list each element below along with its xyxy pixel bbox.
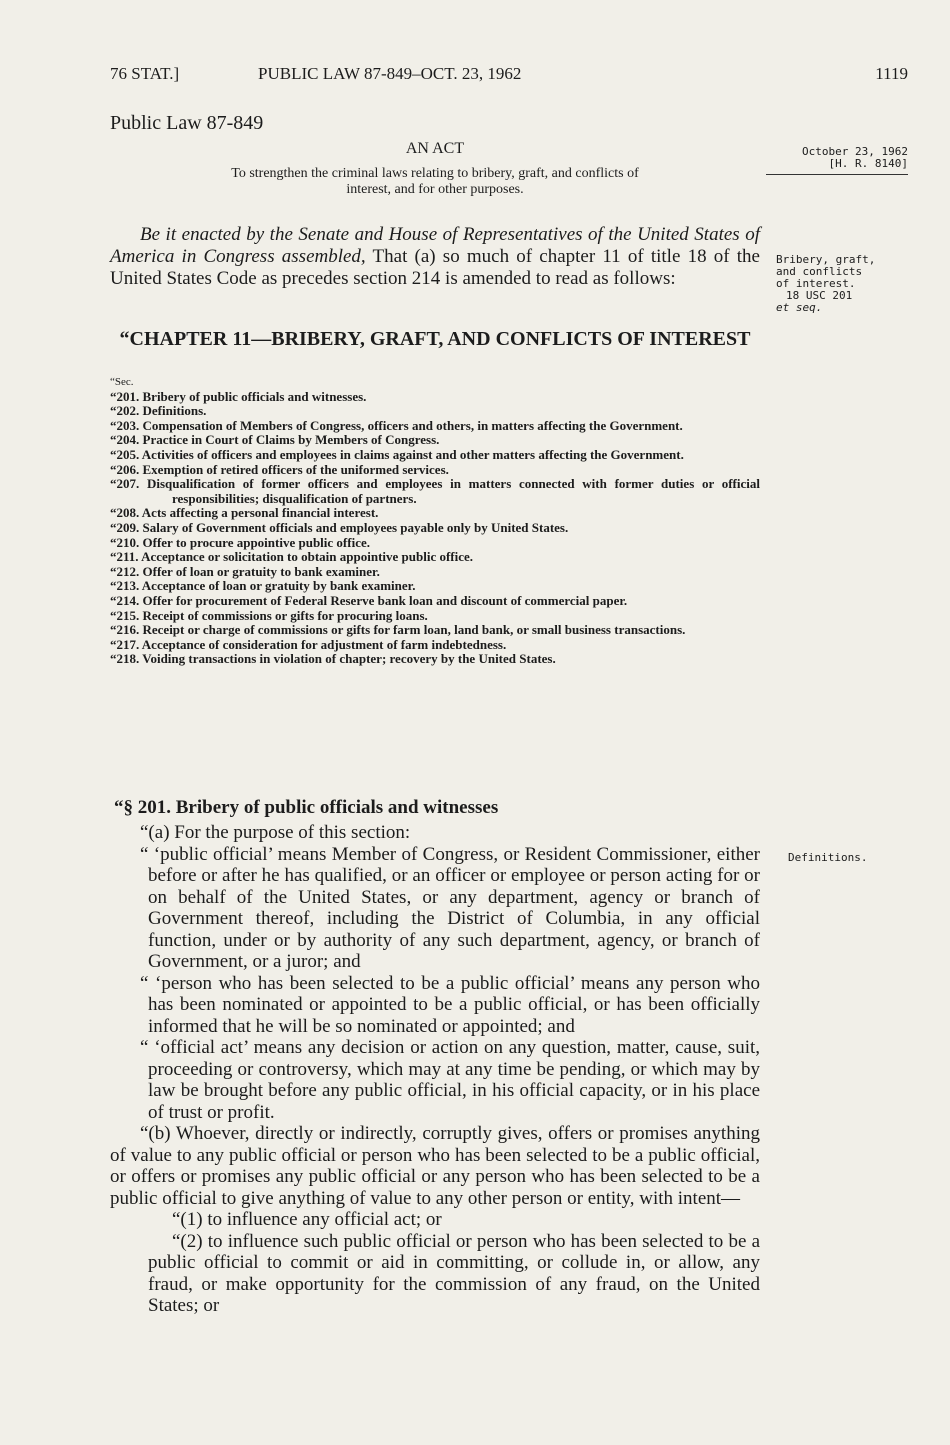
paragraph-b1: “(1) to influence any official act; or	[172, 1209, 442, 1230]
toc-sec-label: “Sec.	[110, 376, 134, 388]
running-title: PUBLIC LAW 87-849–OCT. 23, 1962	[258, 64, 522, 83]
toc-entry: “202. Definitions.	[110, 403, 207, 419]
statute-volume: 76 STAT.]	[110, 64, 180, 83]
toc-entry: “210. Offer to procure appointive public office.	[110, 534, 370, 550]
an-act-heading: AN ACT	[405, 140, 465, 157]
toc-entry: “216. Receipt or charge of commissions or gifts for farm loan, land bank, or small business transactions.	[110, 622, 686, 638]
section-201-heading: “§ 201. Bribery of public officials and witnesses	[114, 797, 499, 818]
page-number: 1119	[875, 64, 908, 83]
margin-citation: 18 USC 201	[786, 289, 853, 302]
margin-line: of interest.	[776, 277, 856, 290]
enacting-formula: Be it enacted by the Senate and House of Representatives of the United States of America in Congress assembled,	[110, 224, 760, 267]
toc-entry: “209. Salary of Government officials and employees payable only by United States.	[110, 519, 569, 535]
paragraph-b2: “(2) to influence such public official or person who has been selected to be a public official to commit or aid in committing, or collude in, or allow, any fraud, or make opportunity for the commission of any fraud, on the United States; or	[148, 1230, 760, 1316]
toc-entry: “206. Exemption of retired officers of the uniformed services.	[110, 461, 449, 477]
toc-entry: “207. Disqualification of former officers and employees in matters connected with former duties or official responsibilities; disqualification of partners.	[110, 476, 760, 506]
margin-rule	[766, 174, 908, 175]
subsection-a-intro: “(a) For the purpose of this section:	[140, 822, 411, 843]
margin-line: and conflicts	[776, 265, 863, 278]
toc-entry: “203. Compensation of Members of Congress, officers and others, in matters affecting the Government.	[110, 417, 683, 433]
toc-entry: “212. Offer of loan or gratuity to bank examiner.	[110, 563, 380, 579]
act-purpose-line-2: interest, and for other purposes.	[346, 182, 524, 197]
margin-note-definitions: Definitions.	[788, 851, 868, 864]
act-purpose	[110, 166, 760, 198]
toc-entry: “201. Bribery of public officials and witnesses.	[110, 388, 367, 404]
toc-entry: “218. Voiding transactions in violation of chapter; recovery by the United States.	[110, 651, 556, 667]
definition-official-act: “ ‘official act’ means any decision or action on any question, matter, cause, suit, proceeding or controversy, which may at any time be pending, or which may by law be brought before any public official, in his official capacity, or in his place of trust or profit.	[140, 1037, 760, 1123]
definition-public-official: “ ‘public official’ means Member of Congress, or Resident Commissioner, either before or after he has qualified, or an officer or employee or person acting for or on behalf of the United States, or any department, agency or branch of Government thereof, including the District of Columbia, in any official function, under or by authority of any such department, agency, or branch of Government, or a juror; and	[140, 843, 760, 972]
toc-entry: “213. Acceptance of loan or gratuity by bank examiner.	[110, 578, 416, 594]
enacting-text: That (a) so much of chapter 11 of title 18 of the United States Code as precedes section 214 is amended to read as follows:	[110, 246, 760, 289]
enactment-date: October 23, 1962	[802, 145, 908, 158]
toc-entry: “204. Practice in Court of Claims by Members of Congress.	[110, 432, 440, 448]
law-title: Public Law 87-849	[110, 112, 264, 134]
chapter-heading: “CHAPTER 11—BRIBERY, GRAFT, AND CONFLICTS OF INTEREST	[119, 328, 751, 350]
section-201-body	[110, 822, 760, 1317]
table-of-sections	[110, 375, 760, 667]
bill-number: [H. R. 8140]	[828, 157, 908, 170]
margin-citation-etseq: et seq.	[776, 301, 823, 314]
subsection-b: “(b) Whoever, directly or indirectly, corruptly gives, offers or promises anything of value to any public official or person who has been selected to be a public official, or offers or promises any public official or any person who has been selected to be a public official to give anything of value to any other person or entity, with intent—	[110, 1123, 760, 1209]
toc-entry: “205. Activities of officers and employees in claims against and other matters affecting the Government.	[110, 446, 684, 462]
toc-entry: “214. Offer for procurement of Federal Reserve bank loan and discount of commercial paper.	[110, 592, 628, 608]
running-head	[110, 64, 910, 88]
margin-line: Bribery, graft,	[776, 253, 876, 266]
definition-person-selected: “ ‘person who has been selected to be a public official’ means any person who has been nominated or appointed to be a public official, or has been officially informed that he will be so nominated or appointed; and	[140, 972, 760, 1037]
act-purpose-line-1: To strengthen the criminal laws relating to bribery, graft, and conflicts of	[231, 166, 639, 181]
toc-entry: “208. Acts affecting a personal financial interest.	[110, 505, 379, 521]
margin-note-date	[766, 146, 908, 175]
margin-note-bribery	[776, 254, 911, 314]
toc-entry: “217. Acceptance of consideration for adjustment of farm indebtedness.	[110, 636, 507, 652]
toc-entry: “215. Receipt of commissions or gifts for procuring loans.	[110, 607, 428, 623]
toc-entry: “211. Acceptance or solicitation to obtain appointive public office.	[110, 549, 474, 565]
enacting-clause	[110, 224, 760, 290]
